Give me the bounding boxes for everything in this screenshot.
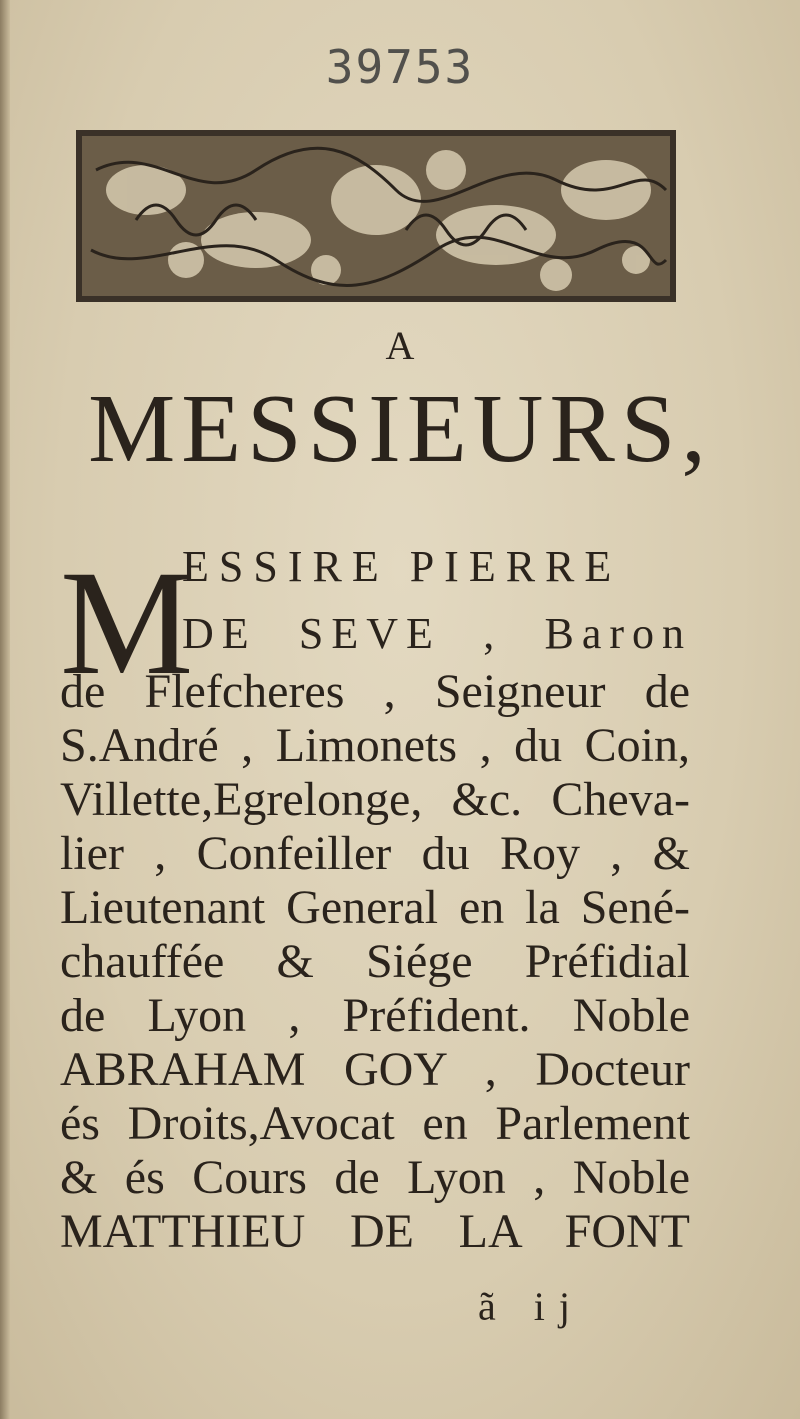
second-line-caps: DE SEVE , Baron: [182, 609, 692, 658]
library-stamp-number: 39753: [325, 40, 475, 94]
text-line: & és Cours de Lyon , Noble: [60, 1151, 690, 1204]
text-line: és Droits,Avocat en Parlement: [60, 1097, 690, 1150]
text-line: S.André , Limonets , du Coin,: [60, 719, 690, 772]
text-line: chauffée & Siége Préfidial: [60, 935, 690, 988]
page-edge-shadow: [0, 0, 10, 1419]
text-line: Lieutenant General en la Sené-: [60, 881, 690, 934]
text-line: lier , Confeiller du Roy , &: [60, 827, 690, 880]
text-line: ABRAHAM GOY , Docteur: [60, 1043, 690, 1096]
text-line: MATTHIEU DE LA FONT: [60, 1205, 690, 1258]
dedication-heading: MESSIEURS,: [88, 375, 712, 483]
text-line: de Flefcheres , Seigneur de: [60, 665, 690, 718]
drop-cap: M: [60, 540, 194, 706]
text-line: Villette,Egrelonge, &c. Cheva-: [60, 773, 690, 826]
woodcut-ornament-banner: [76, 130, 676, 302]
text-line: de Lyon , Préfident. Noble: [60, 989, 690, 1042]
first-line-caps: ESSIRE PIERRE: [182, 542, 622, 591]
dedication-preposition: A: [385, 323, 415, 368]
signature-mark: ã ij: [478, 1284, 584, 1329]
